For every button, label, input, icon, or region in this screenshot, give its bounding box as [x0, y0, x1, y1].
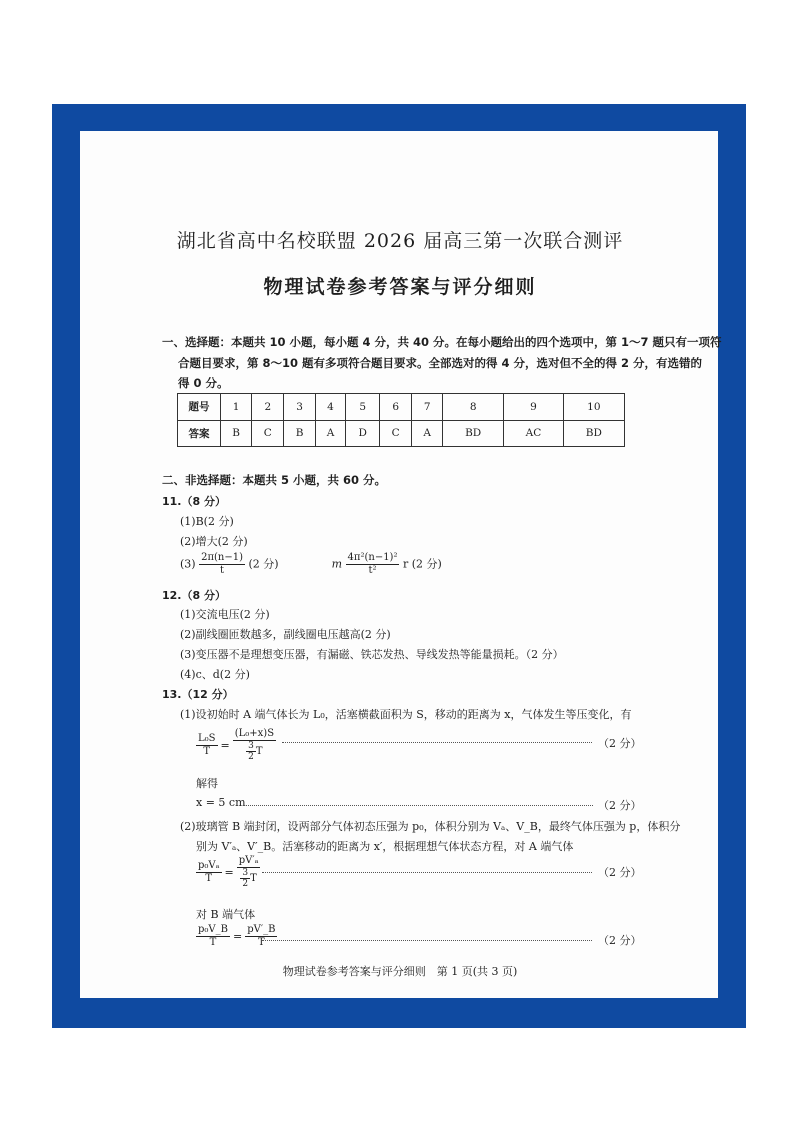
q13-equation-2 — [196, 855, 260, 889]
fraction-numerator: 4π²(n−1)² — [347, 552, 398, 563]
table-cell: 10 — [563, 394, 624, 421]
fraction-denominator: T — [203, 745, 211, 757]
fraction-denominator: t² — [368, 565, 377, 576]
q11-part3-label: (3) — [180, 557, 196, 571]
table-cell: 4 — [315, 394, 346, 421]
q13-part2-line1: (2)玻璃管 B 端封闭，设两部分气体初态压强为 p₀，体积分别为 Vₐ、V_B，最终气体压强为 p，体积分 — [180, 820, 681, 833]
fraction-numerator: pV′ₐ — [238, 855, 259, 866]
eq-fraction — [196, 733, 218, 758]
fraction-denominator: t — [220, 565, 225, 576]
table-cell: 9 — [504, 394, 563, 421]
section1-line1: 一、选择题：本题共 10 小题，每小题 4 分，共 40 分。在每小题给出的四个选项中，第 1～7 题只有一项符 — [162, 335, 722, 349]
table-cell: 2 — [252, 394, 284, 421]
equals-sign: = — [224, 865, 234, 879]
section1-line3: 得 0 分。 — [178, 376, 229, 390]
q13-score-4: （2 分） — [598, 934, 642, 947]
dotted-leader — [262, 872, 592, 873]
table-header-answer: 答案 — [178, 420, 221, 447]
fraction-denominator: 2 — [242, 879, 249, 889]
table-row-answers — [178, 420, 625, 447]
q11-fraction-1 — [199, 552, 245, 577]
fraction-numerator: 3 — [248, 741, 254, 751]
q13-part1: (1)设初始时 A 端气体长为 L₀，活塞横截面积为 S，移动的距离为 x，气体发生等压变化，有 — [180, 708, 632, 721]
table-cell: A — [315, 420, 346, 447]
fraction-numerator: L₀S — [198, 732, 216, 744]
table-cell: 7 — [412, 394, 443, 421]
dotted-leader — [262, 940, 592, 941]
q13-score-1: （2 分） — [598, 737, 642, 750]
q13-result: x = 5 cm — [196, 796, 246, 809]
q11-part1: (1)B(2 分) — [180, 515, 234, 528]
section2-heading: 二、非选择题：本题共 5 小题，共 60 分。 — [162, 473, 387, 487]
document-subtitle: 物理试卷参考答案与评分细则 — [263, 276, 537, 298]
eq-fraction — [245, 924, 277, 949]
table-cell: AC — [504, 420, 563, 447]
table-cell: B — [221, 420, 252, 447]
fraction-numerator: (L₀+x)S — [234, 728, 275, 739]
eq-fraction — [196, 860, 222, 885]
q11-symbol-m: m — [331, 557, 343, 571]
q13-solve-label: 解得 — [196, 777, 218, 790]
q12-part2: (2)副线圈匝数越多，副线圈电压越高(2 分) — [180, 628, 391, 641]
fraction-numerator: p₀Vₐ — [198, 859, 220, 871]
page-footer: 物理试卷参考答案与评分细则 第 1 页(共 3 页) — [282, 965, 518, 978]
symbol-t: T — [255, 745, 263, 757]
table-cell: 1 — [221, 394, 252, 421]
q12-part4: (4)c、d(2 分) — [180, 668, 250, 681]
fraction-numerator: pV′_B — [247, 924, 276, 935]
table-cell: C — [380, 420, 412, 447]
equals-sign: = — [232, 930, 243, 943]
q13-equation-3 — [196, 924, 277, 949]
exam-title: 湖北省高中名校联盟 2026 届高三第一次联合测评 — [176, 230, 624, 252]
q11-part3 — [180, 552, 442, 577]
fraction-denominator — [238, 868, 258, 889]
fraction-denominator: 2 — [248, 752, 254, 762]
q12-heading: 12.（8 分） — [162, 589, 226, 602]
fraction-numerator: 3 — [242, 868, 249, 878]
table-cell: 6 — [380, 394, 412, 421]
q12-part1: (1)交流电压(2 分) — [180, 608, 270, 621]
table-row-numbers — [178, 394, 625, 421]
q13-score-3: （2 分） — [598, 866, 642, 879]
table-cell: BD — [443, 420, 504, 447]
section1-line2: 合题目要求，第 8～10 题有多项符合题目要求。全部选对的得 4 分，选对但不全的得 2 分，有选错的 — [178, 356, 703, 370]
table-cell: C — [252, 420, 284, 447]
table-cell: D — [346, 420, 380, 447]
fraction-denominator: T — [205, 872, 213, 884]
table-cell: BD — [563, 420, 624, 447]
eq-fraction — [237, 855, 261, 889]
eq-fraction — [196, 924, 230, 949]
dotted-leader — [243, 805, 593, 806]
answer-table — [177, 393, 625, 447]
q13-part2-line2: 别为 V′ₐ、V′_B。活塞移动的距离为 x′，根据理想气体状态方程，对 A 端气体 — [196, 840, 574, 853]
eq-fraction — [233, 728, 276, 762]
q13-equation-1 — [196, 728, 276, 762]
q13-score-2: （2 分） — [598, 799, 642, 812]
nested-fraction — [240, 868, 250, 889]
q13-heading: 13.（12 分） — [162, 688, 234, 701]
table-header-number: 题号 — [178, 394, 221, 421]
q11-part3-score-2: r (2 分) — [402, 557, 442, 571]
q12-part3: (3)变压器不是理想变压器，有漏磁、铁芯发热、导线发热等能量损耗。（2 分） — [180, 648, 564, 661]
q13-for-b-label: 对 B 端气体 — [196, 908, 256, 921]
symbol-t: T — [250, 872, 257, 884]
q11-part2: (2)增大(2 分) — [180, 535, 248, 548]
q11-heading: 11.（8 分） — [162, 495, 226, 508]
table-cell: B — [284, 420, 315, 447]
fraction-numerator: 2π(n−1) — [201, 552, 244, 563]
equals-sign: = — [220, 738, 230, 752]
nested-fraction — [246, 741, 256, 762]
table-cell: 8 — [443, 394, 504, 421]
q11-fraction-2 — [346, 552, 400, 577]
fraction-denominator: T — [209, 937, 217, 948]
dotted-leader — [282, 742, 592, 743]
table-cell: 3 — [284, 394, 315, 421]
table-cell: 5 — [346, 394, 380, 421]
fraction-denominator — [244, 741, 264, 762]
fraction-denominator: T — [257, 937, 265, 948]
q11-part3-score: (2 分) — [248, 557, 279, 571]
fraction-numerator: p₀V_B — [198, 924, 228, 935]
table-cell: A — [412, 420, 443, 447]
